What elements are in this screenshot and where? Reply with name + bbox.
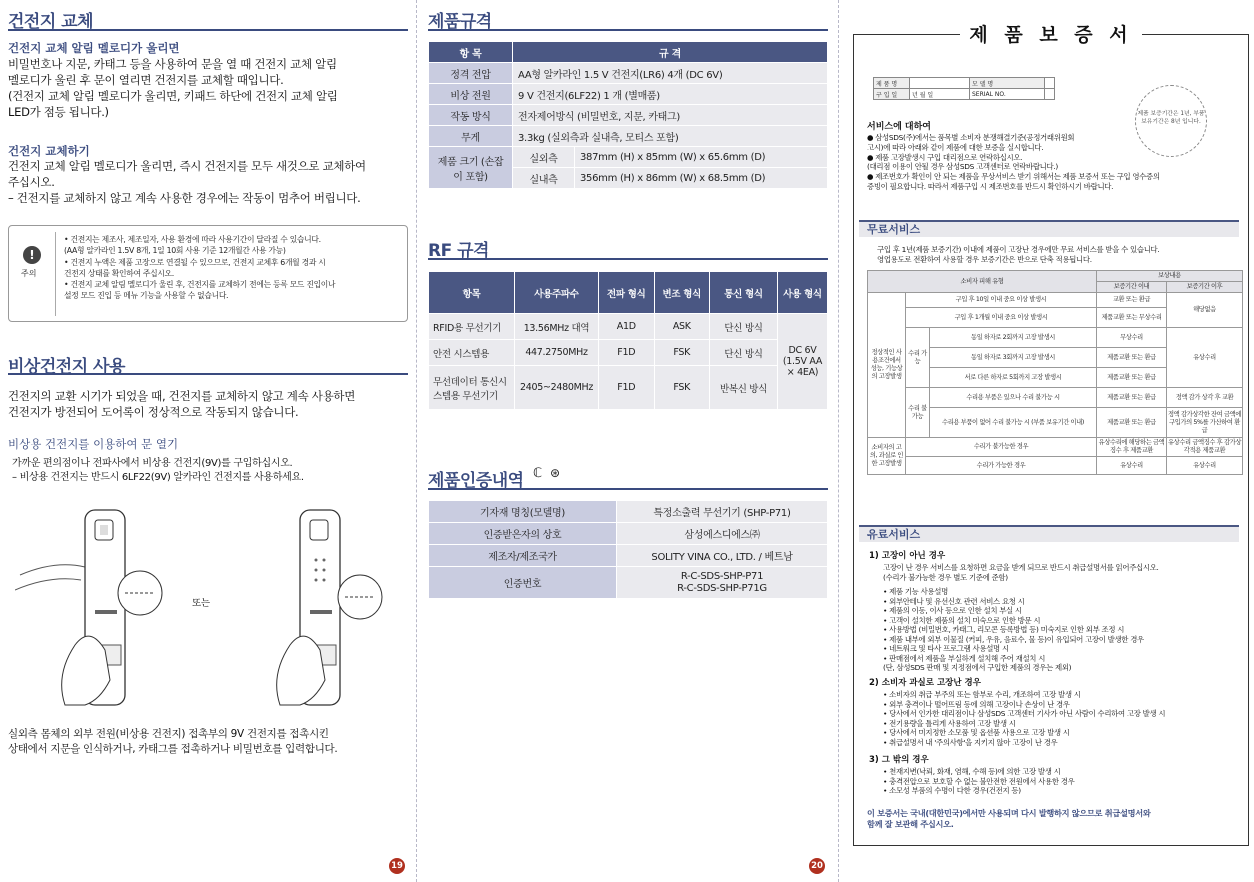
emergency-instructions: 가까운 편의점이나 전파사에서 비상용 건전지(9V)를 구입하십시오. – 비상용 건전지는 반드시 6LF22(9V) 알카라인 건전지를 사용하세요. (12, 458, 304, 483)
rf-spec-title: RF 규격 (428, 241, 489, 261)
page-divider (416, 0, 417, 882)
page-title-battery-replace: 건전지 교체 (8, 12, 94, 32)
subheading-replace: 건전지 교체하기 (8, 144, 90, 158)
rf-table: 항목 사용주파수 전파 형식 변조 형식 통신 형식 사용 형식 RFID용 무선기기 13.56MHz 대역 A1D ASK 단신 방식 DC 6V (1.5V AA × 4EA) 안전 시스템용 447.2750MHz F1D FSK 단신 방식 무선데이터 통신시스템용 무선기기 2405~2480MHz F1D FSK 반복신 방식 (428, 271, 828, 410)
service-info-list: ● 삼성SDS(주)에서는 품목별 소비자 분쟁해결기준(공정거래위원회 고시)에 따라 아래와 같이 제품에 대한 보증을 실시합니다. ● 제품 고장발생시 구입 대리점으로 연락하십시오. (대리점 이용이 안될 경우 삼성SDS 고객센터로 연락바랍니다.) ● 제조번호가 확인이 안 되는 제품을 무상서비스 받기 위해서는 제품 보증서 또는 구입 영수증의 증빙이 필요합니다. 따라서 제품구입 시 제조번호를 반드시 확인하시기 바랍니다. (867, 133, 1160, 191)
paid-case2-title: 2) 소비자 과실로 고장난 경우 (869, 678, 981, 688)
paid-case1-list: • 제품 기능 사용설명 • 외부안테나 및 유선신호 관련 서비스 요청 시 • 제품의 이동, 이사 등으로 인한 설치 부실 시 • 고객이 설치한 제품의 설치 미숙으로 인한 방문 시 • 사용방법 (비밀번호, 카태그, 리모콘 등록방법 등) 미숙지로 인한 외부 조정 시 • 제품 내부에 외부 이물질 (커피, 우유, 음료수, 물 등)이 유입되어 고장이 발생한 경우 • 네트워크 및 타사 프로그램 사용설명 시 • 판매점에서 제품을 부실하게 설치해 주어 재설치 시 (단, 삼성SDS 판매 및 지정점에서 구입한 제품의 경우는 제외) (883, 587, 1144, 672)
certification-mark-icon: ⊛ (550, 466, 561, 480)
emergency-final-paragraph: 실외측 몸체의 외부 전원(비상용 건전지) 접촉부의 9V 건전지를 접촉시킨 상태에서 지문을 인식하거나, 카태그를 접촉하거나 비밀번호를 입력합니다. (8, 728, 338, 755)
door-lock-illustration-1 (15, 505, 170, 710)
paid-service-heading: 유료서비스 (859, 525, 1239, 542)
or-label: 또는 (192, 598, 210, 609)
warranty-stamp: 제품 보증기간은 1년, 부품 보유기간은 8년 입니다. (1135, 85, 1207, 157)
paid-case2-list: • 소비자의 취급 부주의 또는 함부로 수리, 개조하여 고장 발생 시 • 외부 충격이나 떨어뜨림 등에 의해 고장이나 손상이 난 경우 • 당사에서 인가한 대리점이나 삼성SDS 고객센터 기사가 아닌 사람이 수리하여 고장 발생 시 • 전기용량을 틀리게 사용하여 고장 발생 시 • 당사에서 미지정한 소모품 및 옵션품 사용으로 고장 발생 시 • 취급설명서 내 '주의사항'을 지키지 않아 고장이 난 경우 (883, 690, 1166, 747)
page-title-emergency: 비상건전지 사용 (8, 357, 125, 377)
replace-paragraph: 건전지 교체 알림 멜로디가 울리면, 즉시 건전지를 모두 새것으로 교체하여 주십시오. – 건전지를 교체하지 않고 계속 사용한 경우에는 작동이 멈추어 버립니다. (8, 159, 366, 205)
warranty-page (845, 0, 1254, 882)
paid-case3-title: 3) 그 밖의 경우 (869, 755, 929, 765)
exclamation-icon: ! (23, 246, 41, 264)
damage-compensation-table: 소비자 피해 유형 보상내용 보증기간 이내 보증기간 이후 정상적인 사용조건에서 성능, 기능상의 고장발생 구입 후 10일 이내 중요 이상 발생시 교환 또는 환급 해당없음 구입 후 1개월 이내 중요 이상 발생시 제품교환 또는 무상수리 수리 가능 동일 하자로 2회까지 고장 발생시 무상수리 유상수리 동일 하자로 3회까지 고장 발생시 제품교환 또는 환급 서로 다른 하자로 5회까지 고장 발생시 제품교환 또는 환급 수리 불가능 수리용 부품은 있으나 수리 불가능 시 제품교환 또는 환급 정액 감가 상각 후 교환 수리용 부품이 없어 수리 불가능 시 (부품 보유기간 이내) 제품교환 또는 환급 정액 감가상각한 잔여 금액에 구입가의 5%를 가산하여 환급 소비자의 고의, 과실로 인한 고장발생 수리가 불가능한 경우 유상수리에 해당하는 금액징수 후 제품교환 유상수리 금액징수 후 감가상각적용 제품교환 수리가 가능한 경우 유상수리 유상수리 (867, 270, 1243, 475)
purchase-form: 제 품 명 모 델 명 구 입 일 년 월 일 SERIAL NO. (873, 77, 1055, 100)
title-underline (8, 29, 408, 31)
caution-list: • 건전지는 제조사, 제조일자, 사용 환경에 따라 사용기간이 달라질 수 있습니다. (AA형 알카라인 1.5V 8개, 1일 10회 사용 기준 12개월간 사용 가능) • 건전지 누액은 제품 고장으로 연결될 수 있으므로, 건전지 교체후 6개월 경과 시 건전지 상태를 확인하여 주십시오. • 건전지 교체 알림 멜로디가 울린 후, 건전지를 교체하기 전에는 등록 모드 진입이나 설정 모드 진입 등 메뉴 기능을 사용할 수 없습니다. (64, 235, 336, 301)
warranty-title: 제 품 보 증 서 (960, 20, 1142, 48)
paid-case1-title: 1) 고장이 아닌 경우 (869, 551, 946, 561)
left-page (0, 0, 415, 882)
page-number-20: 20 (809, 858, 825, 874)
page-number-19: 19 (389, 858, 405, 874)
emergency-paragraph: 건전지의 교환 시기가 되었을 때, 건전지를 교체하지 않고 계속 사용하면 건전지가 방전되어 도어록이 정상적으로 작동되지 않습니다. (8, 389, 356, 419)
spec-table: 항 목 규 격 정격 전압 AA형 알카라인 1.5 V 건전지(LR6) 4개 (DC 6V) 비상 전원 9 V 건전지(6LF22) 1 개 (별매품) 작동 방식 전자제어방식 (비밀번호, 지문, 카태그) 무게 3.3kg (실외측과 실내측, 모티스 포함) 제품 크기 (손잡이 포함) 실외측 387mm (H) x 85mm (W) x 65.6mm (D) 실내측 356mm (H) x 86mm (W) x 68.5mm (D) (428, 41, 828, 189)
cert-title: 제품인증내역 (428, 471, 524, 491)
warranty-footer-note: 이 보증서는 국내(대한민국)에서만 사용되며 다시 발행하지 않으므로 취급설명서와 함께 잘 보관해 주십시오. (867, 808, 1151, 829)
paid-case3-list: • 천재지변(낙뢰, 화재, 염해, 수해 등)에 의한 고장 발생 시 • 충격전압으로 보호할 수 없는 불안전한 전원에서 사용한 경우 • 소모성 부품의 수명이 다한 경우(건전지 등) (883, 767, 1075, 795)
service-info-heading: 서비스에 대하여 (867, 122, 931, 132)
free-service-heading: 무료서비스 (859, 220, 1239, 237)
subheading-alert: 건전지 교체 알림 멜로디가 울리면 (8, 41, 180, 55)
alert-paragraph: 비밀번호나 지문, 카태그 등을 사용하여 문을 열 때 건전지 교체 알림 멜로디가 울린 후 문이 열리면 건전지를 교체할 때입니다. (건전지 교체 알림 멜로디가 울리면, 키패드 하단에 건전지 교체 알림 LED가 점등 됩니다.) (8, 57, 338, 119)
middle-page (418, 0, 836, 882)
caution-box (8, 225, 408, 322)
free-service-text: 구입 후 1년(제품 보증기간) 이내에 제품이 고장난 경우에만 무료 서비스를 받을 수 있습니다. 영업용도로 전환하여 사용할 경우 보증기간은 반으로 단축 적용됩니다. (877, 245, 1160, 264)
caution-label: 주의 (21, 269, 37, 278)
kc-mark-icon: ℂ (533, 466, 543, 481)
subheading-emergency-open: 비상용 건전지를 이용하여 문 열기 (8, 437, 179, 451)
page-title-spec: 제품규격 (428, 12, 492, 32)
door-lock-illustration-2 (250, 505, 405, 710)
cert-table: 기자재 명칭(모델명) 특정소출력 무선기기 (SHP-P71) 인증받은자의 상호 삼성에스디에스㈜ 제조자/제조국가 SOLITY VINA CO., LTD. / 베트남 인증번호 R-C-SDS-SHP-P71 R-C-SDS-SHP-P71G (428, 500, 828, 599)
paid-case1-text: 고장이 난 경우 서비스를 요청하면 요금을 받게 되므로 반드시 취급설명서를 읽어주십시오. (수리가 불가능한 경우 별도 기준에 준함) (883, 563, 1159, 582)
